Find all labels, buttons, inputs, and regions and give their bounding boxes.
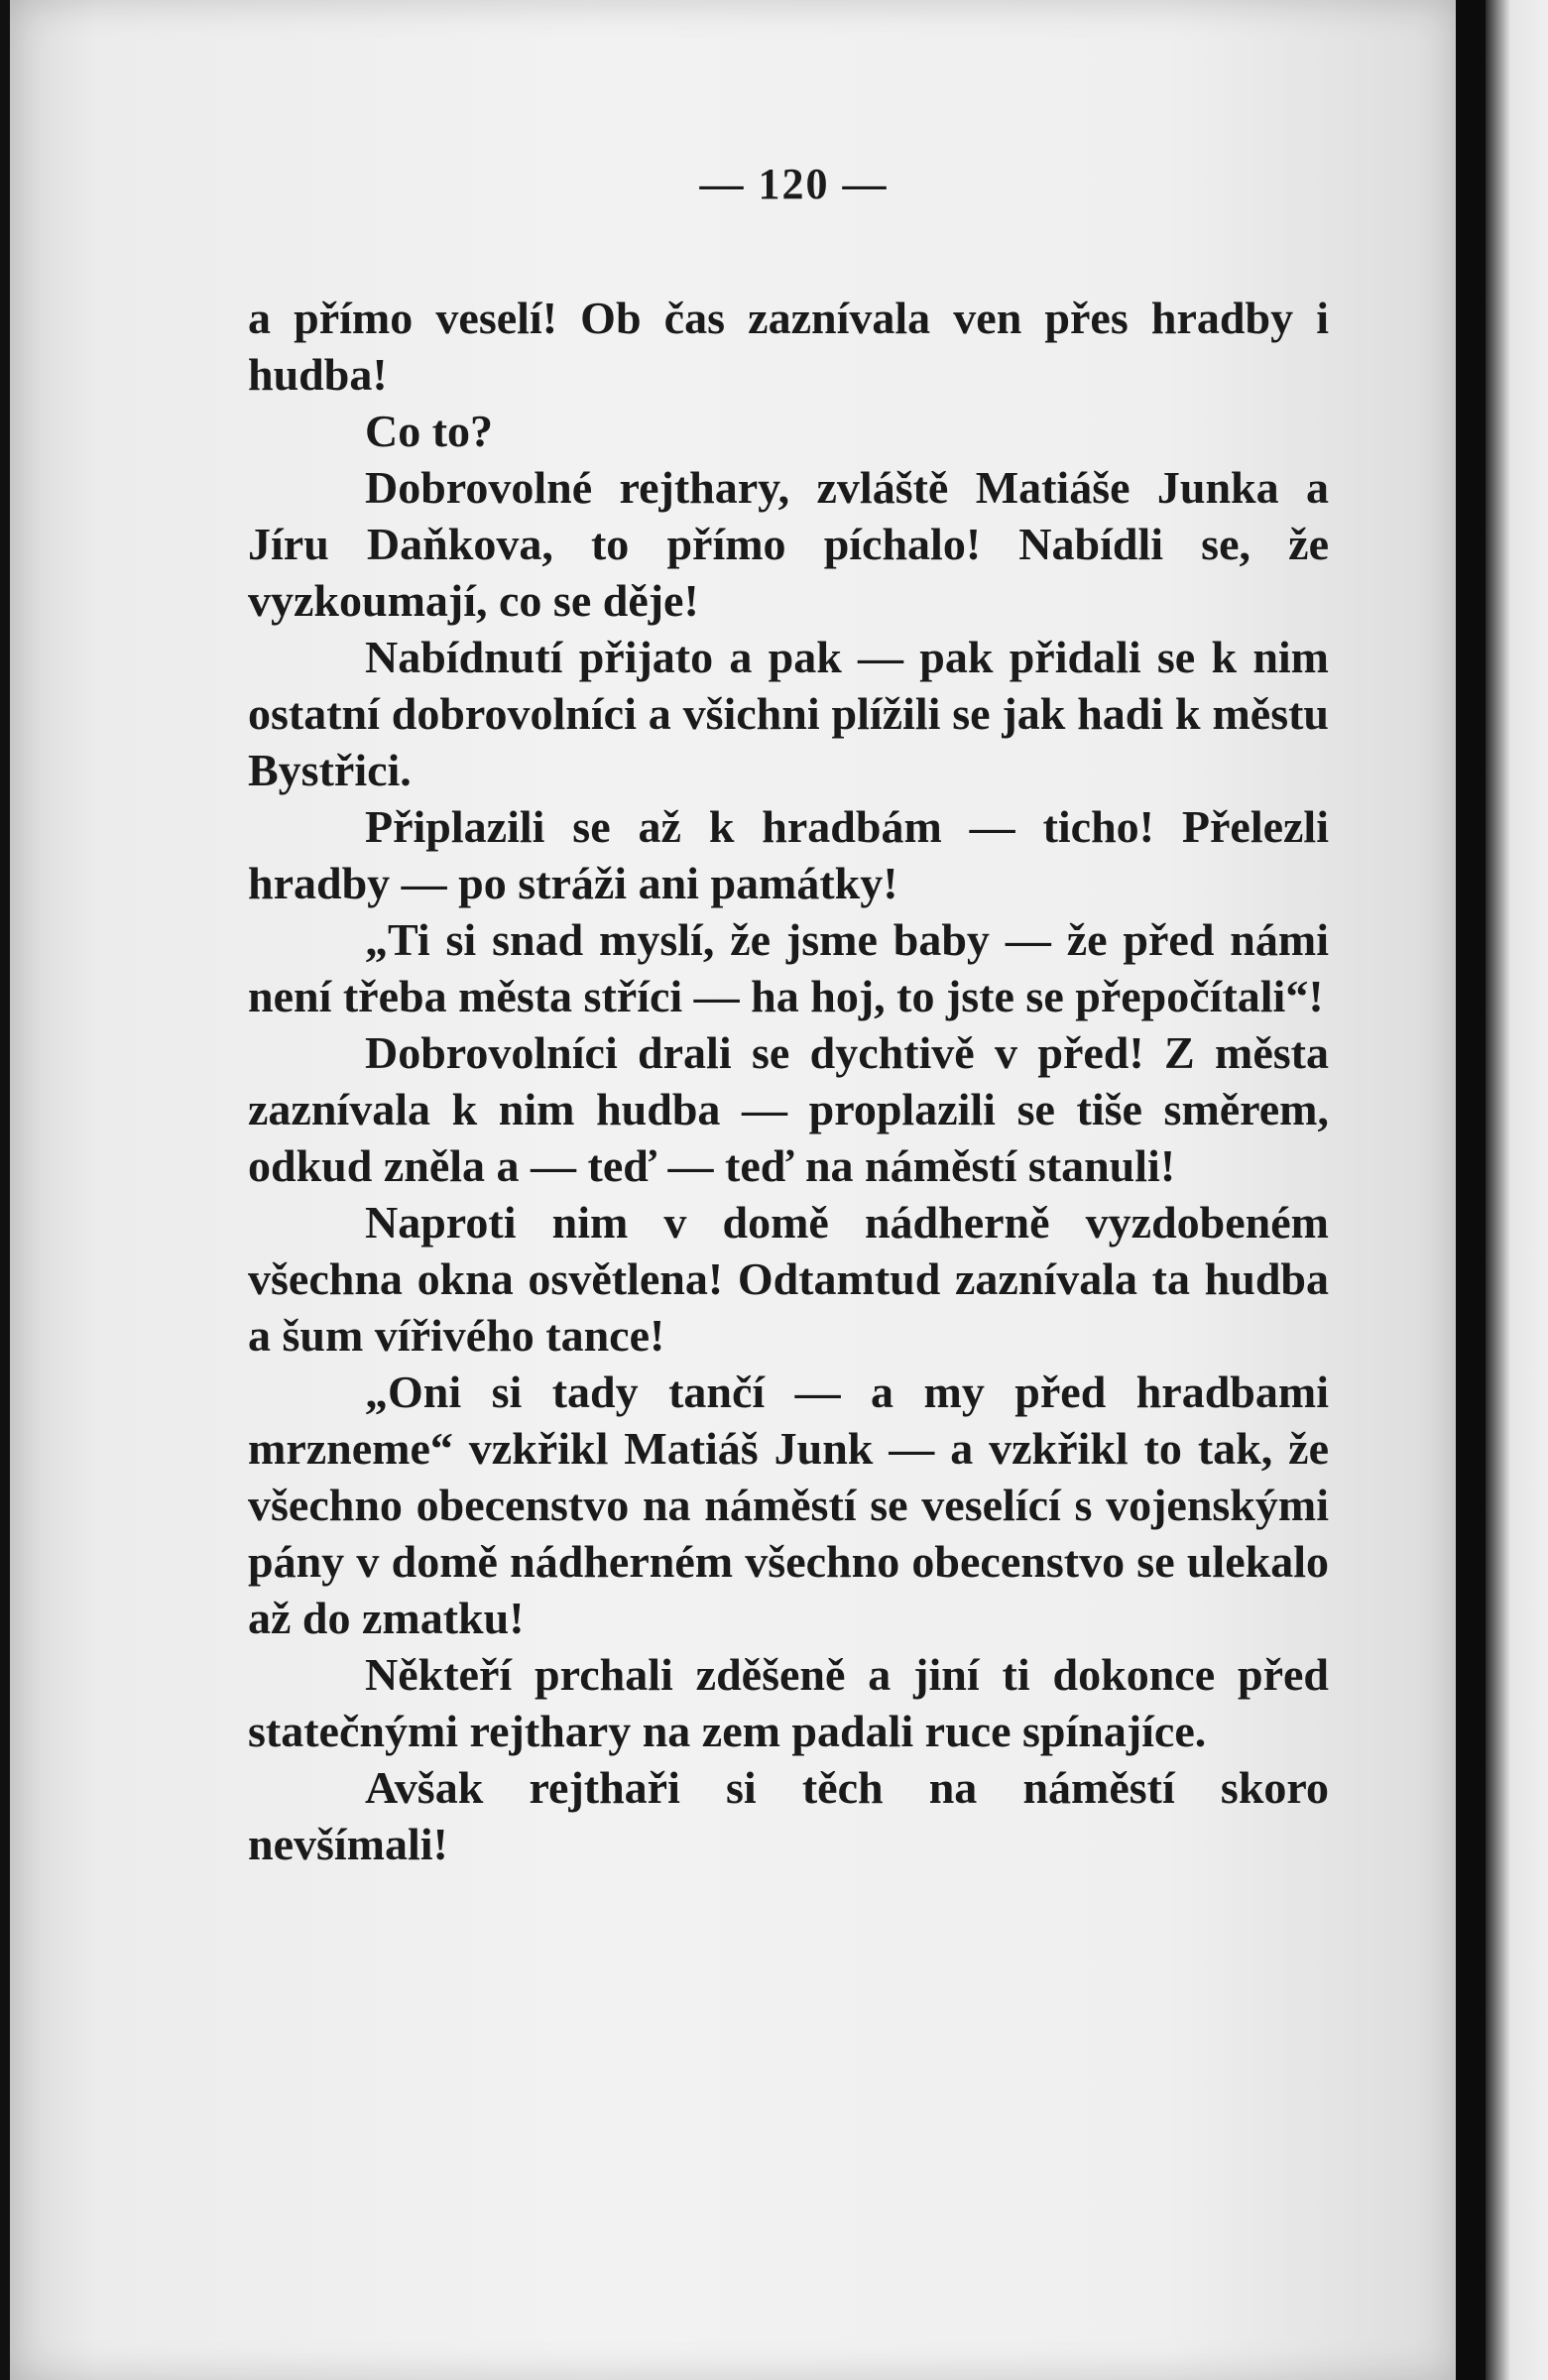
page-number: — 120 — [699, 160, 889, 208]
next-page-edge [1486, 0, 1548, 2380]
paragraph: Dobrovolné rejthary, zvláště Matiáše Junka a Jíru Daňkova, to přímo píchalo! Nabídli se, že vyzkoumají, co se děje! [248, 462, 1329, 626]
paragraph: Dobrovolníci drali se dychtivě v před! Z města zaznívala k nim hudba — proplazili se tiše směrem, odkud zněla a — teď — teď na náměstí stanuli! [248, 1027, 1329, 1191]
paragraph: „Oni si tady tančí — a my před hradbami mrzneme“ vzkřikl Matiáš Junk — a vzkřikl to tak, že všechno obecenstvo na náměstí se veselící s vojenskými pány v domě nádherném všechno obecenstvo se ulekalo až do zmatku! [248, 1367, 1329, 1643]
paragraph: Někteří prchali zděšeně a jiní ti dokonce před statečnými rejthary na zem padali ruce spínajíce. [248, 1649, 1329, 1756]
paragraph: Nabídnutí přijato a pak — pak přidali se k nim ostatní dobrovolníci a všichni plížili se jak hadi k městu Bystřici. [248, 632, 1329, 795]
paragraph: Co to? [365, 406, 494, 456]
paragraph: a přímo veselí! Ob čas zaznívala ven přes hradby i hudba! [248, 293, 1329, 400]
paragraph: Avšak rejthaři si těch na náměstí skoro nevšímali! [248, 1762, 1329, 1869]
paragraph: „Ti si snad myslí, že jsme baby — že před námi není třeba města stříci — ha hoj, to jste se přepočítali“! [248, 914, 1329, 1021]
paragraph: Připlazili se až k hradbám — ticho! Přelezli hradby — po stráži ani památky! [248, 801, 1329, 908]
body-text [248, 290, 1329, 1872]
paragraph: Naproti nim v domě nádherně vyzdobeném všechna okna osvětlena! Odtamtud zaznívala ta hudba a šum vířivého tance! [248, 1197, 1329, 1361]
